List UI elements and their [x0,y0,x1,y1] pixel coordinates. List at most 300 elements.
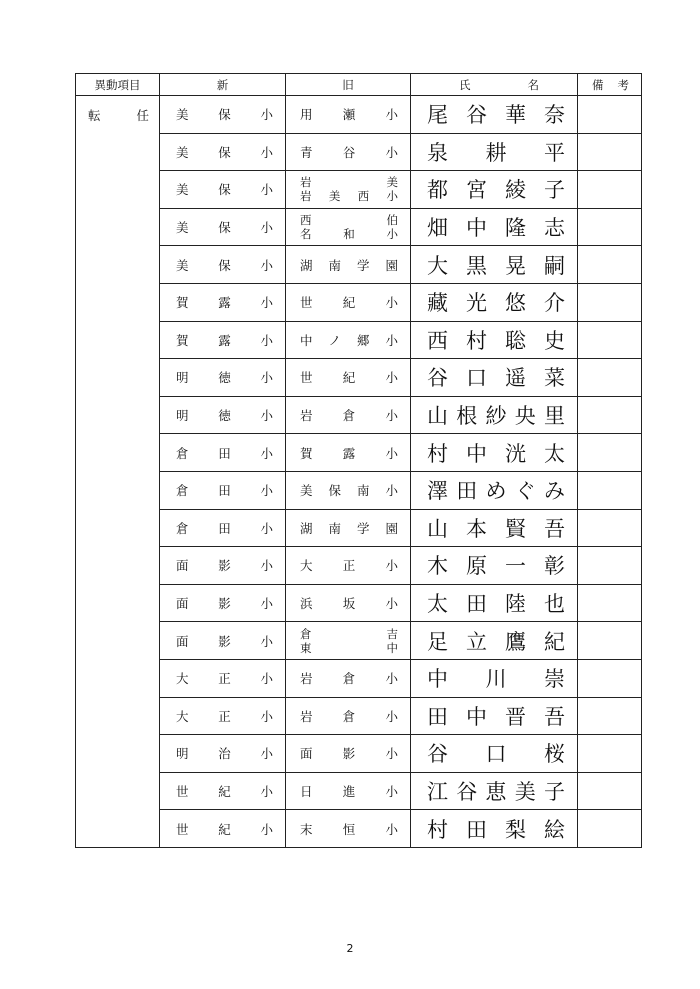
new-school-char: 倉 [176,483,189,499]
old-school-char: 小 [385,821,398,837]
personnel-table [75,73,642,848]
new-school-cell [160,434,286,472]
new-school-char: 小 [260,107,273,123]
person-name [411,585,577,622]
new-school-cell [160,246,286,284]
new-school-char: 小 [260,370,273,386]
person-name [411,434,577,471]
old-school-char: ノ [328,332,341,348]
old-school-cell [286,283,411,321]
old-school-char: 日 [300,783,313,799]
old-school-cell [286,396,411,434]
person-name-char: 遥 [505,366,526,391]
person-name-char: 志 [544,216,565,241]
old-school-cell [286,509,411,547]
old-school-char: 岩 [300,175,312,190]
person-name-char: 太 [427,592,448,617]
new-school-char: 小 [260,708,273,724]
old-school-char: 倉 [342,408,356,424]
old-school-cell [286,208,411,246]
new-school-cell [160,471,286,509]
new-school-char: 田 [218,445,231,461]
person-name-char: 賢 [505,516,526,541]
new-school-char: 保 [218,144,231,160]
new-school-char: 小 [260,295,273,311]
new-school [160,171,285,208]
person-name [411,397,577,434]
person-name-char: 梨 [505,817,526,842]
new-school-char: 小 [260,596,273,612]
new-school-char: 美 [176,144,189,160]
person-name-char: 口 [485,742,507,767]
old-school-char: 吉 [386,626,398,641]
person-name-char: 澤 [427,479,448,504]
new-school-char: 大 [176,708,189,724]
old-school-char: 伯 [386,213,398,228]
old-school [286,246,410,283]
old-school-char: 倉 [342,671,356,687]
old-school-char: 岩 [300,671,313,687]
person-name-char: 一 [505,554,526,579]
person-name [411,660,577,697]
new-school-char: 紀 [218,821,231,837]
new-school-char: 美 [176,107,189,123]
new-school-char: 正 [218,708,231,724]
old-school-char: 瀬 [342,107,356,123]
person-name [411,698,577,735]
person-name-char: 立 [466,629,487,654]
old-school-char: 小 [385,671,398,687]
old-school-char: 小 [385,746,398,762]
person-name-char: 村 [427,441,448,466]
old-school-char: 紀 [342,370,356,386]
old-school-char: 世 [300,295,313,311]
person-name [411,209,577,246]
old-school-char: 南 [328,257,341,273]
old-school [286,175,410,203]
old-school-cell [286,246,411,284]
new-school-char: 明 [176,746,189,762]
header-remarks: 備 考 [578,74,642,96]
person-name-char: 光 [466,291,487,316]
old-school-char: 小 [386,227,398,242]
old-school [286,472,410,509]
old-school-char: 青 [300,144,313,160]
person-name-char: 也 [544,592,565,617]
person-name-char: 口 [466,366,487,391]
person-name-char: 奈 [544,103,565,128]
old-school-char: 小 [385,708,398,724]
old-school [286,134,410,171]
person-name [411,810,577,847]
old-school-char: 進 [342,783,356,799]
old-school-cell [286,359,411,397]
old-school-char: 面 [300,746,313,762]
person-name-char: 陸 [505,592,526,617]
new-school-char: 徳 [218,370,231,386]
person-name-char: 西 [427,328,448,353]
person-name-char: 尾 [427,103,448,128]
name-cell [411,171,578,209]
old-school-cell [286,772,411,810]
person-name-char: 紀 [544,629,565,654]
new-school-char: 明 [176,370,189,386]
new-school-char: 小 [260,257,273,273]
remarks-cell [578,810,642,848]
person-name-char: 大 [427,253,448,278]
old-school-char: 西 [300,213,312,228]
old-school [286,434,410,471]
old-school-char: 賀 [300,445,313,461]
new-school [160,698,285,735]
old-school [286,510,410,547]
page-number: 2 [346,942,354,955]
person-name-char: 木 [427,554,448,579]
person-name-char: 中 [466,216,487,241]
remarks-cell [578,359,642,397]
old-school [286,810,410,847]
old-school-char: 岩 [300,708,313,724]
table-row [76,697,642,735]
person-name [411,510,577,547]
remarks-cell [578,171,642,209]
old-school-char: 小 [385,783,398,799]
new-school-char: 保 [218,107,231,123]
new-school-char: 小 [260,746,273,762]
new-school-char: 明 [176,408,189,424]
person-name-char: 紗 [485,404,507,429]
table-row [76,772,642,810]
new-school-cell [160,547,286,585]
person-name-char: 恵 [485,779,507,804]
table-row [76,622,642,660]
old-school-char: 影 [342,746,356,762]
person-name-char: 村 [466,328,487,353]
table-row [76,509,642,547]
old-school [286,547,410,584]
person-name-char: 洸 [505,441,526,466]
new-school-char: 大 [176,671,189,687]
new-school-cell [160,283,286,321]
person-name-char: 晃 [505,253,526,278]
new-school-char: 治 [218,746,231,762]
person-name-char: 谷 [466,103,487,128]
person-name-char: 介 [544,291,565,316]
new-school-cell [160,622,286,660]
person-name-char: 央 [514,404,536,429]
table-row [76,434,642,472]
new-school-char: 小 [260,445,273,461]
new-school-char: 面 [176,558,189,574]
new-school-char: 田 [218,483,231,499]
header-row [76,74,642,96]
person-name-char: 子 [544,178,565,203]
old-school-char: 南 [356,483,370,499]
new-school [160,547,285,584]
old-school-char: 美 [300,483,313,499]
old-school [286,213,410,241]
old-school-char: 小 [385,596,398,612]
new-school-char: 正 [218,671,231,687]
old-school-char: 小 [385,144,398,160]
person-name-char: 彰 [544,554,565,579]
name-cell [411,321,578,359]
remarks-cell [578,434,642,472]
old-school-char: 露 [342,445,356,461]
old-school-char: 岩 [300,408,313,424]
header-name: 氏 名 [411,74,578,96]
old-school-char: 美 [328,189,341,204]
person-name [411,773,577,810]
person-name-char: 村 [427,817,448,842]
new-school [160,434,285,471]
old-school-char: 谷 [342,144,356,160]
remarks-cell [578,584,642,622]
new-school-cell [160,321,286,359]
new-school-char: 田 [218,520,231,536]
old-school [286,660,410,697]
old-school-char: 西 [357,189,370,204]
old-school-char: 保 [328,483,341,499]
table-row [76,584,642,622]
remarks-cell [578,697,642,735]
remarks-cell [578,96,642,134]
new-school-cell [160,584,286,622]
old-school-char: 正 [342,558,356,574]
person-name-char: 谷 [427,366,448,391]
person-name-char: 原 [466,554,487,579]
remarks-cell [578,735,642,773]
table-row [76,133,642,171]
new-school-cell [160,171,286,209]
remarks-cell [578,509,642,547]
new-school-char: 影 [218,633,231,649]
person-name-char: 黒 [466,253,487,278]
new-school [160,246,285,283]
new-school [160,284,285,321]
old-school-cell [286,735,411,773]
old-school-cell [286,471,411,509]
new-school [160,209,285,246]
old-school-cell [286,697,411,735]
new-school [160,510,285,547]
person-name-char: 田 [466,817,487,842]
person-name [411,246,577,283]
table-row [76,396,642,434]
old-school [286,322,410,359]
person-name [411,134,577,171]
name-cell [411,509,578,547]
remarks-cell [578,208,642,246]
person-name-char: 桜 [544,742,565,767]
new-school-char: 小 [260,144,273,160]
old-school-char: 岩 [300,189,312,204]
person-name-char: 泉 [427,140,448,165]
old-school-char: 小 [385,295,398,311]
new-school-char: 世 [176,783,189,799]
transfer-type-char: 転 [88,108,101,123]
new-school-cell [160,697,286,735]
old-school-cell [286,434,411,472]
old-school-cell [286,622,411,660]
person-name-char: 耕 [485,140,507,165]
person-name-char: め [485,479,507,504]
new-school-char: 露 [218,295,231,311]
person-name-char: 中 [427,667,448,692]
person-name-char: ぐ [514,479,536,504]
person-name-char: 川 [485,667,507,692]
new-school-char: 小 [260,633,273,649]
person-name-char: 聡 [505,328,526,353]
person-name-char: 鷹 [505,629,526,654]
old-school [286,284,410,321]
person-name-char: 吾 [544,704,565,729]
old-school-char: 学 [356,520,370,536]
old-school [286,397,410,434]
new-school-cell [160,810,286,848]
old-school-char: 湖 [300,520,313,536]
person-name-char: 田 [427,704,448,729]
name-cell [411,96,578,134]
remarks-cell [578,547,642,585]
old-school-char: 小 [385,445,398,461]
new-school-char: 影 [218,596,231,612]
remarks-cell [578,133,642,171]
old-school [286,359,410,396]
old-school [286,585,410,622]
person-name-char: 宮 [466,178,487,203]
new-school-char: 徳 [218,408,231,424]
transfer-type-cell [76,96,160,848]
new-school-char: 小 [260,558,273,574]
old-school-char: 園 [385,520,398,536]
person-name-char: 子 [544,779,565,804]
person-name-char: 足 [427,629,448,654]
table-row [76,283,642,321]
person-name [411,472,577,509]
new-school-char: 美 [176,182,189,198]
new-school-char: 保 [218,182,231,198]
person-name-char: 太 [544,441,565,466]
new-school-char: 小 [260,671,273,687]
name-cell [411,396,578,434]
person-name-char: 悠 [505,291,526,316]
new-school-char: 美 [176,220,189,236]
new-school-char: 倉 [176,520,189,536]
person-name [411,359,577,396]
new-school-char: 世 [176,821,189,837]
new-school-cell [160,772,286,810]
old-school-char: 小 [386,189,398,204]
person-name-char: 菜 [544,366,565,391]
person-name-char: 谷 [427,742,448,767]
new-school-char: 面 [176,633,189,649]
old-school-char: 倉 [342,708,356,724]
person-name-char: 華 [505,103,526,128]
name-cell [411,584,578,622]
old-school-char: 和 [343,227,355,242]
new-school-cell [160,659,286,697]
person-name-char: 里 [544,404,565,429]
table-row [76,96,642,134]
person-name-char: 江 [427,779,448,804]
table-row [76,321,642,359]
old-school-char: 大 [300,558,313,574]
new-school-char: 小 [260,783,273,799]
new-school-char: 小 [260,408,273,424]
old-school-char: 小 [385,483,398,499]
person-name-char: 平 [544,140,565,165]
name-cell [411,283,578,321]
name-cell [411,772,578,810]
person-name [411,322,577,359]
person-name-char: 田 [456,479,478,504]
new-school [160,773,285,810]
new-school-char: 小 [260,332,273,348]
new-school-cell [160,96,286,134]
remarks-cell [578,396,642,434]
remarks-cell [578,321,642,359]
old-school-char: 湖 [300,257,313,273]
old-school-char: 浜 [300,596,313,612]
new-school-cell [160,396,286,434]
name-cell [411,246,578,284]
old-school-char: 倉 [300,626,312,641]
old-school-cell [286,321,411,359]
old-school-char: 紀 [342,295,356,311]
remarks-cell [578,283,642,321]
new-school [160,322,285,359]
new-school-char: 小 [260,520,273,536]
old-school-cell [286,171,411,209]
new-school-cell [160,359,286,397]
person-name [411,622,577,659]
new-school-char: 保 [218,257,231,273]
remarks-cell [578,772,642,810]
new-school-char: 美 [176,257,189,273]
remarks-cell [578,622,642,660]
old-school-char: 中 [300,332,313,348]
old-school-cell [286,810,411,848]
header-type: 異動項目 [76,74,160,96]
old-school [286,735,410,772]
table-row [76,171,642,209]
person-name-char: 嗣 [544,253,565,278]
old-school-char: 南 [328,520,341,536]
new-school [160,472,285,509]
person-name [411,547,577,584]
name-cell [411,208,578,246]
old-school-char: 名 [300,227,312,242]
person-name-char: み [544,479,565,504]
new-school [160,660,285,697]
old-school-char: 学 [356,257,370,273]
person-name [411,171,577,208]
table-row [76,208,642,246]
person-name-char: 隆 [505,216,526,241]
person-name [411,284,577,321]
old-school [286,698,410,735]
old-school-char: 世 [300,370,313,386]
new-school-char: 小 [260,821,273,837]
name-cell [411,133,578,171]
person-name-char: 崇 [544,667,565,692]
name-cell [411,659,578,697]
person-name-char: 根 [456,404,478,429]
old-school-char: 坂 [342,596,356,612]
name-cell [411,471,578,509]
new-school-char: 小 [260,220,273,236]
